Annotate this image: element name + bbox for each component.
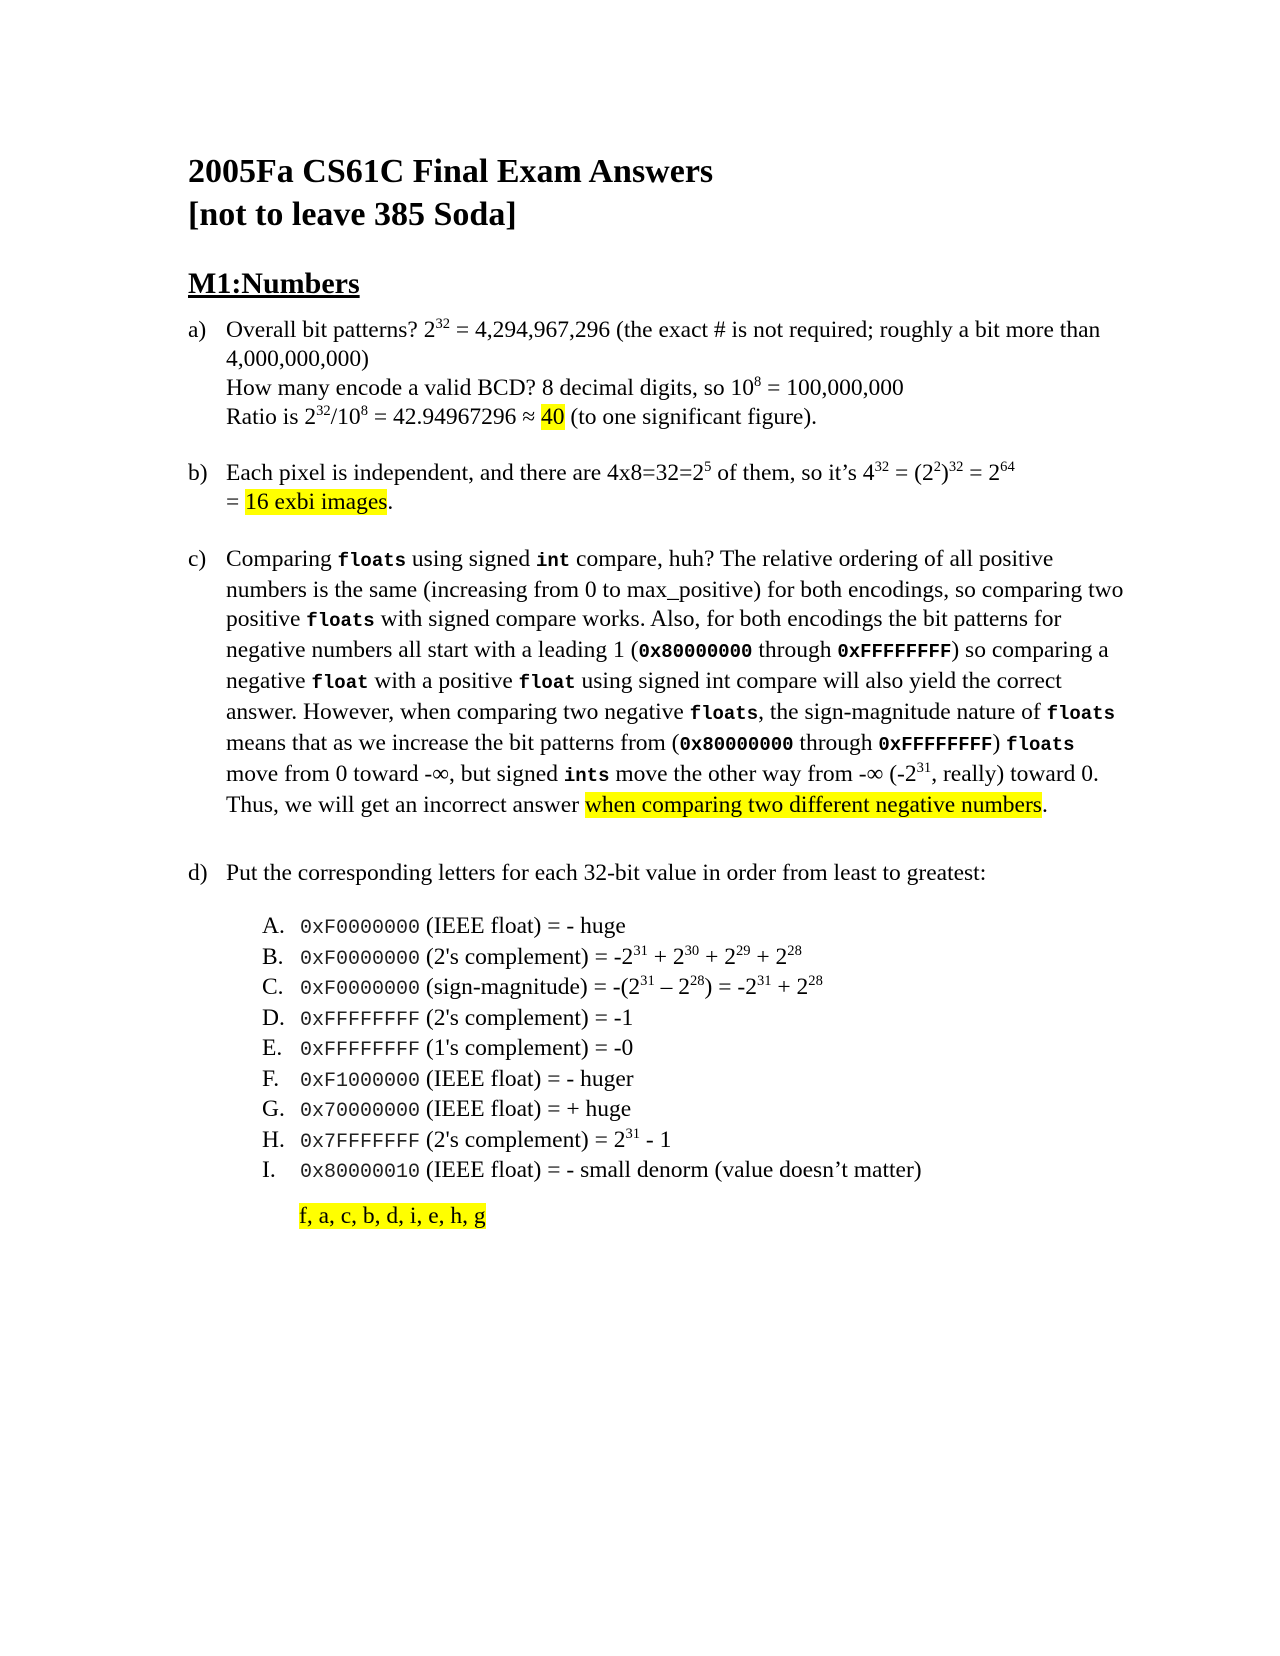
title-line-1: 2005Fa CS61C Final Exam Answers — [188, 153, 714, 190]
text-line: Ratio is $2^{32}/10^8 = 42.94967296 \approx 40$ (to one significant figure). — [226, 403, 818, 430]
highlighted-answer: f, a, c, b, d, i, e, h, g — [299, 1203, 486, 1229]
text-line: Comparing floats using signed int compare, huh? The relative ordering of all positive — [226, 546, 1054, 572]
document-page: 2005Fa CS61C Final Exam Answers [not to leave 385 Soda] M1:Numbers a) Overall bit patterns? $2^{32} = 4,294,967,296$ (the exact # is not required; roughly a bit more than 4,000,000,000) How many encode a valid BCD? 8 decimal digits, so $10^8 = 100,000,000$ Ratio is $2^{32}/10^8 = 42.94967296 \approx 40$ (to one significant figure). b) Each pixel is independent, and there are $4x8=32=2^5$ of them, so it’s $4^{32} = (2^2)^{32} = 2^{64}$ = 16 exbi images. c) Comparing floats using signed int compare, huh? The relative ordering of all positive numbers is the same (increasing from 0 to max_positive) for both encodings, so comparing two positive floats with signed compare works. Also, for both encodings the bit patterns for negative numbers all start with a leading 1 (0x80000000 through 0xFFFFFFFF) so comparing a negative float with a positive float using signed int compare will also yield the correct answer. However, when comparing two negative floats, the sign-magnitude nature of floats means that as we increase the bit patterns from (0x80000000 through 0xFFFFFFFF) floats move from 0 toward -∞, but signed ints move the other way from -∞ ($-2^{31}$, really) toward 0. Thus, we will get an incorrect answer when comparing two different negative numbers. d) Put the corresponding letters for each 32-bit value in order from least to greatest: A. 0xF0000000 (IEEE float) = - huge B. 0xF0000000 (2's complement) = $-2^{31} + 2^{30} + 2^{29} + 2^{28}$ C. 0xF0000000 (sign-magnitude) = $-(2^{31} - 2^{28}) = -2^{31} + 2^{28}$ D. 0xFFFFFFFF (2's complement) = -1 E. 0xFFFFFFFF (1's complement) = -0 F. 0xF1000000 (IEEE float) = - huger G. 0x70000000 (IEEE float) = + huge H. 0x7FFFFFFF (2's complement) = $2^{31} - 1$ I. 0x80000010 (IEEE float) = - small denorm (value doesn’t matter) f, a, c, b, d, i, e, h, g — [0, 0, 1280, 1656]
item-label: a) — [188, 317, 207, 343]
text-line: Put the corresponding letters for each 32-bit value in order from least to greatest: — [226, 860, 987, 886]
ordering-answer — [299, 1201, 486, 1231]
section-heading: M1:Numbers — [188, 267, 360, 300]
highlighted-answer: 16 exbi images — [245, 489, 388, 515]
text-line: numbers is the same (increasing from 0 to max_positive) for both encodings, so comparing two — [226, 577, 1124, 603]
text-line: negative numbers all start with a leading 1 (0x80000000 through 0xFFFFFFFF) so comparing a — [226, 637, 1109, 663]
text-line: = 16 exbi images. — [226, 489, 394, 515]
text-line: Thus, we will get an incorrect answer when comparing two different negative numbers. — [226, 792, 1048, 818]
text-line: means that as we increase the bit patterns from (0x80000000 through 0xFFFFFFFF) floats — [226, 730, 1075, 756]
text-line: How many encode a valid BCD? 8 decimal digits, so $10^8 = 100,000,000$ — [226, 374, 904, 401]
item-label: c) — [188, 546, 207, 572]
text-line: positive floats with signed compare works. Also, for both encodings the bit patterns for — [226, 606, 1062, 632]
title-line-2: [not to leave 385 Soda] — [188, 196, 517, 233]
text-line: Overall bit patterns? $2^{32} = 4,294,967,296$ (the exact # is not required; roughly a bit more than — [226, 316, 1101, 343]
text-line: answer. However, when comparing two negative floats, the sign-magnitude nature of floats — [226, 699, 1115, 725]
highlighted-answer: when comparing two different negative numbers — [584, 792, 1042, 818]
item-label: b) — [188, 460, 208, 486]
text-line: move from 0 toward -∞, but signed ints move the other way from -∞ ($-2^{31}$, really) toward 0. — [226, 760, 1099, 787]
highlighted-answer: 40 — [541, 404, 565, 430]
text-line: negative float with a positive float using signed int compare will also yield the correct — [226, 668, 1062, 694]
page-title — [188, 150, 713, 236]
text-line: Each pixel is independent, and there are $4x8=32=2^5$ of them, so it’s $4^{32} = (2^2)^{32} = 2^{64}$ — [226, 459, 1015, 486]
text-line: 4,000,000,000) — [226, 346, 369, 372]
item-label: d) — [188, 860, 208, 886]
